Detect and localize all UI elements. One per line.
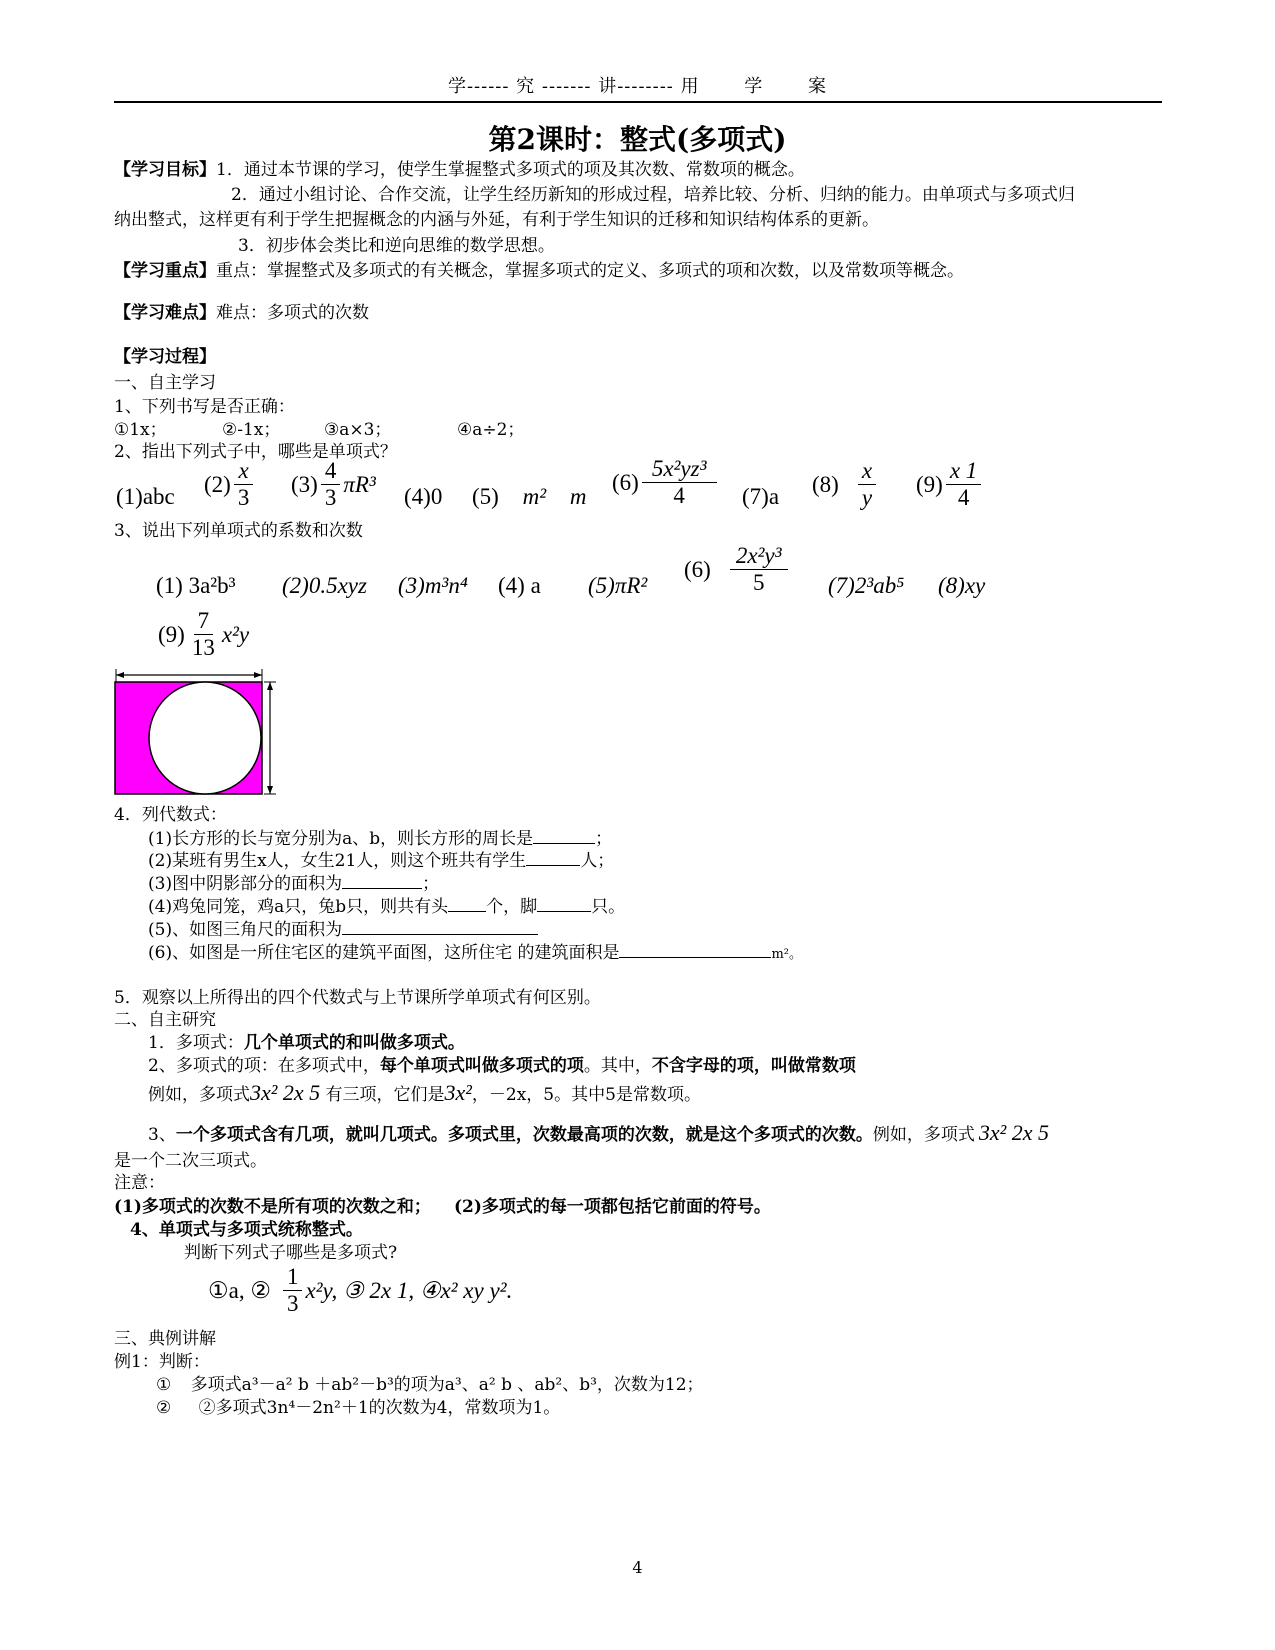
objective-2-line1: 2．通过小组讨论、合作交流，让学生经历新知的形成过程，培养比较、分析、归纳的能力。由单项式与多项式归 — [231, 185, 1075, 205]
q2-expr-8 — [812, 458, 879, 512]
fraction — [858, 458, 876, 512]
q4-item-2-text: (2)某班有男生x人，女生21人，则这个班共有学生 — [148, 851, 527, 871]
difficulties — [114, 298, 369, 323]
q4-item-4 — [148, 892, 625, 917]
numerator: 1 — [283, 1264, 303, 1291]
definition-1-text: 几个单项式的和叫做多项式。 — [243, 1033, 465, 1053]
q4-item-4-text: (4)鸡兔同笼，鸡a只，兔b只，则共有头 — [148, 897, 449, 917]
denominator: 3 — [286, 1291, 299, 1317]
q2-expr-8-label: (8) — [812, 471, 839, 497]
q2-expr-7: (7)a — [742, 484, 780, 509]
definition-1-label: 1．多项式： — [148, 1033, 244, 1053]
denominator: y — [861, 485, 873, 511]
answer-blank[interactable] — [537, 911, 591, 912]
definition-3-line2: 是一个二次三项式。 — [114, 1151, 267, 1171]
page-number: 4 — [632, 1558, 643, 1577]
definition-2-label: 2、多项式的项：在多项式中， — [148, 1056, 380, 1076]
q3-expr-1: (1) 3a²b³ — [156, 573, 236, 598]
arrow-right-icon — [254, 672, 262, 678]
q4-item-4-mid: 个，脚 — [486, 897, 538, 917]
q2-expr-6 — [612, 456, 720, 510]
q3-expr-9-label: (9) — [158, 621, 185, 647]
header-rule — [114, 101, 1162, 103]
q2-expr-5-term1: m² — [522, 484, 547, 509]
definition-1 — [148, 1028, 465, 1053]
fraction — [642, 456, 717, 510]
q4-item-5-text: (5)、如图三角尺的面积为 — [148, 920, 343, 940]
answer-blank[interactable] — [448, 911, 486, 912]
definition-2-text1: 每个单项式叫做多项式的项 — [379, 1056, 584, 1076]
definition-4: 4、单项式与多项式统称整式。 — [130, 1220, 363, 1240]
q2-expr-5-label: (5) — [472, 484, 499, 509]
q4-item-4-end: 只。 — [591, 897, 626, 917]
q4-item-3-end: ； — [422, 874, 440, 894]
denominator: 4 — [957, 485, 970, 511]
q2-expr-1: (1)abc — [116, 484, 175, 509]
q4-item-2-end: 人； — [580, 851, 615, 871]
numerator: 5x²yz³ — [642, 456, 717, 483]
q2-expr-9-label: (9) — [916, 471, 943, 497]
objective-3: 3．初步体会类比和逆向思维的数学思想。 — [238, 236, 555, 256]
definition-2-mid: 。其中， — [583, 1056, 652, 1076]
difficulties-text: 难点：多项式的次数 — [216, 303, 369, 323]
objectives-label: 【学习目标】 — [114, 160, 216, 180]
numerator: x — [858, 458, 876, 485]
q2-expr-3-term: πR³ — [343, 471, 376, 497]
numerator: 2x²y³ — [730, 543, 788, 570]
q2-expr-2-label: (2) — [204, 471, 231, 497]
q2-expr-5 — [472, 484, 586, 510]
example-1-item-1 — [156, 1370, 704, 1395]
q4-item-6-text: (6)、如图是一所住宅区的建筑平面图，这所住宅 的建筑面积是 — [148, 943, 620, 963]
q3-expr-4: (4) a — [498, 573, 541, 598]
fraction — [283, 1264, 303, 1318]
definition-3 — [148, 1120, 1049, 1146]
example-mid: 有三项，它们是 — [325, 1085, 445, 1105]
example-post: ，－2x，5。其中5是常数项。 — [471, 1085, 701, 1105]
denominator: 3 — [324, 485, 337, 511]
white-circle — [149, 682, 261, 794]
rectangle-circle-figure — [110, 664, 282, 804]
denominator: 3 — [237, 485, 250, 511]
q1-item-2: ②-1x； — [222, 420, 281, 440]
fraction — [234, 458, 254, 512]
q2-expr-3 — [291, 458, 376, 512]
fraction — [321, 458, 341, 512]
running-header: 学------ 究 ------- 讲-------- 用 学 案 — [447, 76, 828, 97]
question-2: 2、指出下列式子中，哪些是单项式？ — [114, 442, 397, 462]
question-3: 3、说出下列单项式的系数和次数 — [114, 521, 363, 541]
definition-3-example: 例如，多项式 — [872, 1125, 975, 1145]
arrow-left-icon — [116, 672, 124, 678]
example-label: 例如，多项式 — [148, 1085, 250, 1105]
key-points — [114, 256, 964, 281]
difficulties-label: 【学习难点】 — [114, 303, 216, 323]
q4-item-1-text: (1)长方形的长与宽分别为a、b，则长方形的周长是 — [148, 829, 534, 849]
numerator: x 1 — [946, 458, 981, 485]
q3-expr-9 — [158, 608, 249, 662]
q2-expr-4: (4)0 — [404, 484, 443, 509]
question-4: 4．列代数式： — [114, 805, 227, 825]
denominator: 13 — [191, 635, 215, 661]
q2-expr-6-label: (6) — [612, 469, 639, 495]
definition-2-text2: 不含字母的项，叫做常数项 — [651, 1056, 856, 1076]
q1-item-1: ①1x； — [114, 420, 167, 440]
arrow-down-icon — [267, 786, 273, 794]
section-3-heading: 三、典例讲解 — [114, 1329, 216, 1349]
definition-3-poly: 3x² 2x 5 — [978, 1120, 1049, 1145]
process-label: 【学习过程】 — [114, 347, 216, 367]
judge-prompt: 判断下列式子哪些是多项式? — [184, 1243, 398, 1263]
page-title: 第2课时：整式(多项式) — [488, 123, 787, 156]
judge-expr-part1: ①a, ② — [208, 1277, 271, 1303]
example-1-label: 例1：判断： — [114, 1352, 210, 1372]
note-1: (1)多项式的次数不是所有项的次数之和； — [114, 1197, 431, 1217]
item-marker: ① — [156, 1375, 172, 1395]
q4-item-5 — [148, 915, 538, 940]
q3-expr-3: (3)m³n⁴ — [398, 573, 468, 598]
key-points-label: 【学习重点】 — [114, 261, 216, 281]
note-label: 注意： — [114, 1173, 165, 1193]
item-marker: ② — [156, 1398, 172, 1418]
answer-blank[interactable] — [533, 843, 595, 844]
numerator: 7 — [194, 608, 214, 635]
example-1-item-1-text: 多项式a³－a² b ＋ab²－b³的项为a³、a² b 、ab²、b³，次数为12； — [190, 1375, 704, 1395]
q2-expr-2 — [204, 458, 256, 512]
example-poly-expr: 3x² 2x 5 — [250, 1080, 321, 1105]
q4-item-6-unit: m²。 — [771, 947, 803, 962]
q1-item-3: ③a×3； — [324, 420, 392, 440]
numerator: 4 — [321, 458, 341, 485]
arrow-up-icon — [267, 682, 273, 690]
q3-expr-2: (2)0.5xyz — [282, 573, 367, 598]
numerator: x — [234, 458, 252, 485]
objective-2-line2: 纳出整式，这样更有利于学生把握概念的内涵与外延，有利于学生知识的迁移和知识结构体系的更新。 — [114, 210, 879, 230]
objectives-line1 — [114, 155, 805, 180]
example-1-item-2 — [156, 1393, 560, 1418]
q1-item-4: ④a÷2； — [457, 420, 525, 440]
q2-expr-3-label: (3) — [291, 471, 318, 497]
answer-blank[interactable] — [342, 934, 538, 935]
example-1-item-2-text: ②多项式3n⁴－2n²＋1的次数为4，常数项为1。 — [198, 1398, 561, 1418]
definition-3-label: 3、 — [148, 1125, 176, 1145]
q4-item-2 — [148, 846, 614, 871]
q3-expr-8: (8)xy — [938, 573, 986, 598]
note-2: (2)多项式的每一项都包括它前面的符号。 — [454, 1197, 771, 1217]
judge-expr-part2: x²y, ③ 2x 1, ④x² xy y². — [305, 1277, 513, 1303]
q3-expr-6-label: (6) — [684, 556, 711, 582]
answer-blank[interactable] — [526, 865, 580, 866]
question-1: 1、下列书写是否正确： — [114, 397, 295, 417]
fraction — [946, 458, 981, 512]
q3-expr-9-term: x²y — [221, 621, 250, 647]
judge-expressions — [208, 1264, 512, 1318]
section-2-heading: 二、自主研究 — [114, 1010, 216, 1030]
q4-item-3-text: (3)图中阴影部分的面积为 — [148, 874, 343, 894]
section-1-heading: 一、自主学习 — [114, 373, 216, 393]
q3-expr-6 — [684, 543, 791, 597]
q2-expr-9 — [916, 458, 984, 512]
q3-expr-5: (5)πR² — [588, 573, 648, 598]
example-polynomial — [148, 1080, 701, 1106]
question-5: 5．观察以上所得出的四个代数式与上节课所学单项式有何区别。 — [114, 988, 601, 1008]
denominator: 4 — [673, 483, 685, 509]
definition-3-text: 一个多项式含有几项，就叫几项式。多项式里，次数最高项的次数，就是这个多项式的次数。 — [175, 1125, 873, 1145]
q3-expr-7: (7)2³ab⁵ — [828, 573, 905, 598]
definition-2 — [148, 1051, 856, 1076]
example-term: 3x² — [444, 1080, 472, 1105]
q4-item-6 — [148, 938, 802, 963]
denominator: 5 — [752, 570, 765, 596]
q4-item-3 — [148, 869, 439, 894]
fraction — [188, 608, 219, 662]
q4-item-1-end: ； — [595, 829, 613, 849]
q2-expr-5-term2: m — [569, 484, 587, 509]
answer-blank[interactable] — [342, 888, 422, 889]
fraction — [730, 543, 788, 597]
answer-blank[interactable] — [619, 957, 771, 958]
key-points-text: 重点：掌握整式及多项式的有关概念，掌握多项式的定义、多项式的项和次数，以及常数项等概念。 — [216, 261, 964, 281]
objective-1: 1．通过本节课的学习，使学生掌握整式多项式的项及其次数、常数项的概念。 — [216, 160, 805, 180]
